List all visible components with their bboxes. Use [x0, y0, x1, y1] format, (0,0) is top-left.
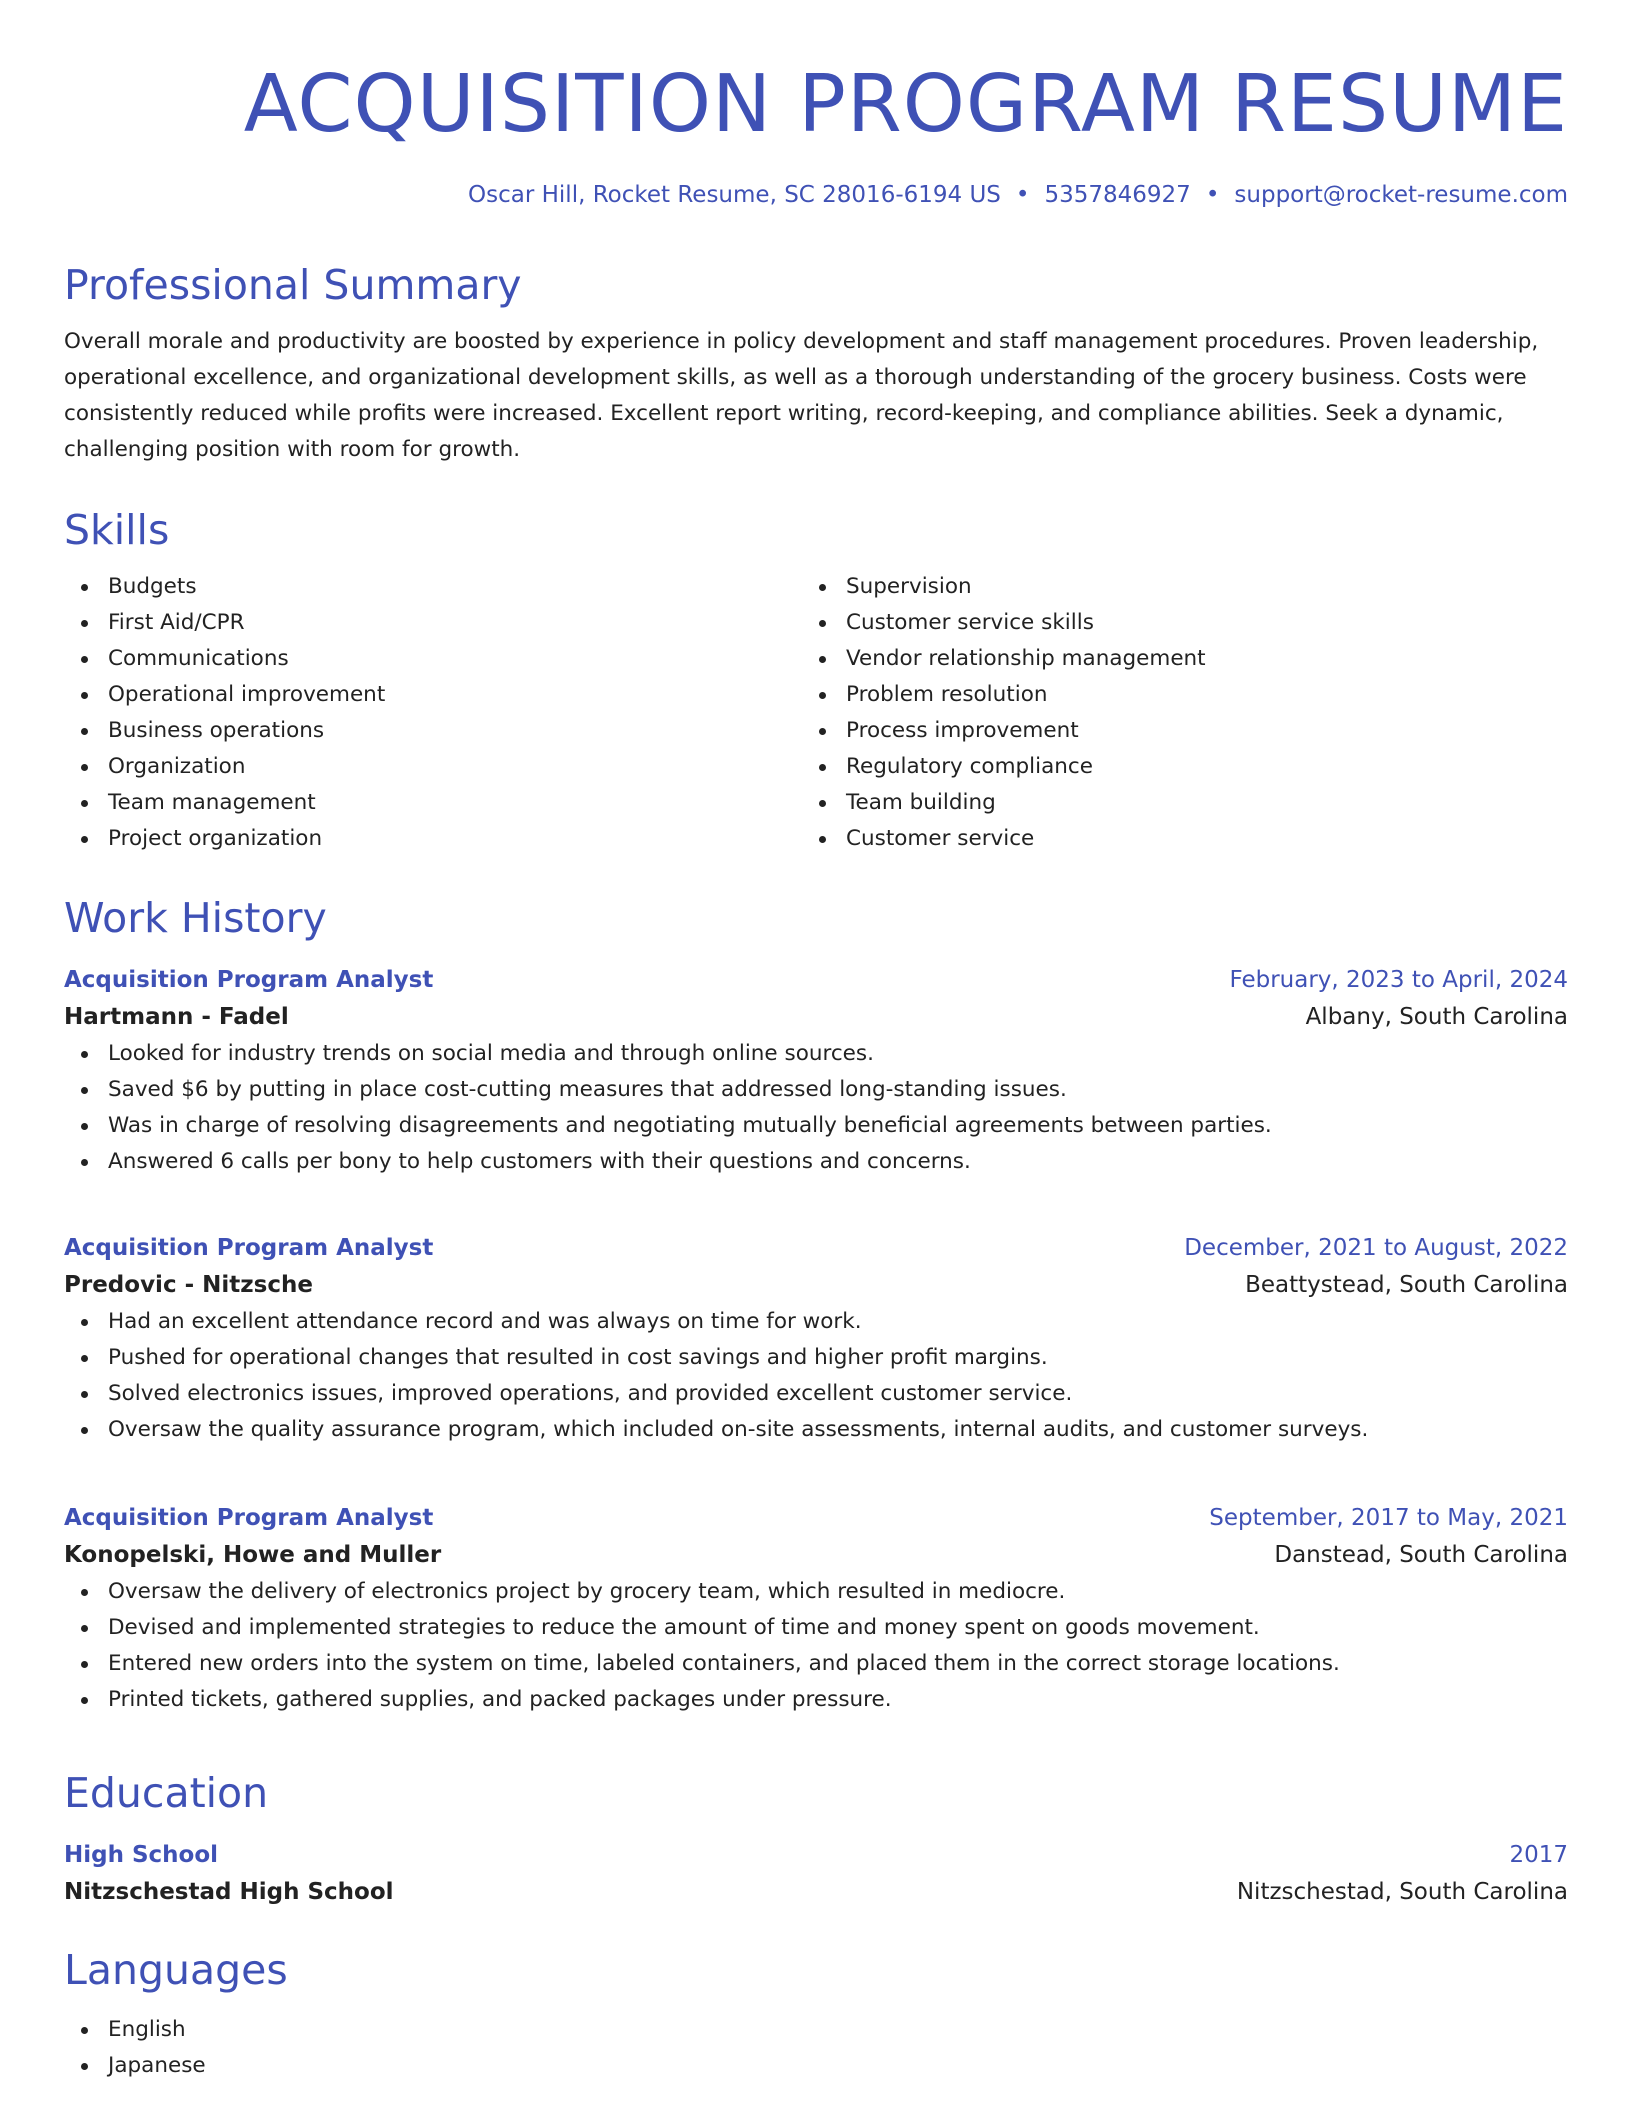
languages-section	[64, 1945, 1568, 1995]
job-duty: Looked for industry trends on social media and through online sources.	[64, 1036, 1568, 1072]
education-location: Nitzschestad, South Carolina	[1236, 1879, 1568, 1905]
skill-item: Problem resolution	[802, 677, 1540, 713]
education-heading: Education	[64, 1769, 269, 1817]
job-entry	[64, 962, 1568, 1180]
skill-item: First Aid/CPR	[64, 605, 802, 641]
job-location: Beattystead, South Carolina	[1245, 1272, 1568, 1298]
contact-separator: •	[1205, 182, 1220, 208]
job-duty: Answered 6 calls per bony to help customers with their questions and concerns.	[64, 1144, 1568, 1180]
contact-address: Oscar Hill, Rocket Resume, SC 28016-6194 US	[468, 182, 1001, 208]
skill-item: Team management	[64, 785, 802, 821]
languages-heading: Languages	[64, 1946, 288, 1994]
job-duty: Saved $6 by putting in place cost-cutting measures that addressed long-standing issues.	[64, 1072, 1568, 1108]
job-location: Danstead, South Carolina	[1274, 1542, 1568, 1568]
skill-item: Regulatory compliance	[802, 749, 1540, 785]
job-title: Acquisition Program Analyst	[64, 967, 434, 993]
job-dates: September, 2017 to May, 2021	[1209, 1505, 1568, 1531]
job-title: Acquisition Program Analyst	[64, 1505, 434, 1531]
skills-section	[64, 505, 1568, 857]
education-section	[64, 1768, 1568, 1818]
education-school: Nitzschestad High School	[64, 1879, 394, 1905]
contact-separator: •	[1015, 182, 1030, 208]
language-item: Japanese	[64, 2048, 1568, 2084]
skill-item: Operational improvement	[64, 677, 802, 713]
skills-heading: Skills	[64, 506, 170, 554]
education-entry	[64, 1837, 1568, 1911]
skill-item: Vendor relationship management	[802, 641, 1540, 677]
job-entry	[64, 1500, 1568, 1718]
contact-line	[64, 180, 1568, 210]
job-company: Konopelski, Howe and Muller	[64, 1542, 442, 1568]
languages-list	[64, 2012, 1568, 2084]
job-location: Albany, South Carolina	[1305, 1004, 1568, 1030]
job-dates: December, 2021 to August, 2022	[1184, 1235, 1568, 1261]
job-title: Acquisition Program Analyst	[64, 1235, 434, 1261]
skill-item: Business operations	[64, 713, 802, 749]
job-dates: February, 2023 to April, 2024	[1229, 967, 1568, 993]
job-duty: Entered new orders into the system on time, labeled containers, and placed them in the correct storage locations.	[64, 1646, 1568, 1682]
skill-item: Team building	[802, 785, 1540, 821]
contact-phone: 5357846927	[1044, 182, 1191, 208]
job-duty: Pushed for operational changes that resulted in cost savings and higher profit margins.	[64, 1340, 1568, 1376]
skill-item: Project organization	[64, 821, 802, 857]
skills-list-right	[802, 569, 1540, 857]
job-duty: Printed tickets, gathered supplies, and packed packages under pressure.	[64, 1682, 1568, 1718]
skill-item: Budgets	[64, 569, 802, 605]
resume-title: ACQUISITION PROGRAM RESUME	[243, 58, 1568, 150]
summary-heading: Professional Summary	[64, 261, 522, 309]
language-item: English	[64, 2012, 1568, 2048]
job-duties-list	[64, 1304, 1568, 1448]
skill-item: Communications	[64, 641, 802, 677]
job-company: Hartmann - Fadel	[64, 1004, 289, 1030]
job-duties-list	[64, 1036, 1568, 1180]
skill-item: Organization	[64, 749, 802, 785]
job-company: Predovic - Nitzsche	[64, 1272, 313, 1298]
job-duty: Oversaw the quality assurance program, which included on-site assessments, internal audits, and customer surveys.	[64, 1412, 1568, 1448]
job-duty: Was in charge of resolving disagreements and negotiating mutually beneficial agreements between parties.	[64, 1108, 1568, 1144]
work-history-section	[64, 893, 1568, 943]
summary-text: Overall morale and productivity are boosted by experience in policy development and staff management procedures. Proven leadership, operational excellence, and organizational development skills, as well as a thorough understanding of the grocery business. Costs were consistently reduced while profits were increased. Excellent report writing, record-keeping, and compliance abilities. Seek a dynamic, challenging position with room for growth.	[64, 329, 1539, 462]
skill-item: Process improvement	[802, 713, 1540, 749]
contact-email: support@rocket-resume.com	[1234, 182, 1568, 208]
education-degree: High School	[64, 1842, 219, 1868]
job-duty: Oversaw the delivery of electronics project by grocery team, which resulted in mediocre.	[64, 1574, 1568, 1610]
summary-section	[64, 260, 1568, 468]
job-duty: Had an excellent attendance record and was always on time for work.	[64, 1304, 1568, 1340]
work-history-heading: Work History	[64, 894, 327, 942]
job-entry	[64, 1230, 1568, 1448]
skill-item: Supervision	[802, 569, 1540, 605]
job-duties-list	[64, 1574, 1568, 1718]
job-duty: Solved electronics issues, improved operations, and provided excellent customer service.	[64, 1376, 1568, 1412]
skill-item: Customer service	[802, 821, 1540, 857]
skills-grid	[64, 569, 1568, 857]
education-year: 2017	[1509, 1842, 1568, 1868]
skill-item: Customer service skills	[802, 605, 1540, 641]
job-duty: Devised and implemented strategies to reduce the amount of time and money spent on goods movement.	[64, 1610, 1568, 1646]
skills-list-left	[64, 569, 802, 857]
